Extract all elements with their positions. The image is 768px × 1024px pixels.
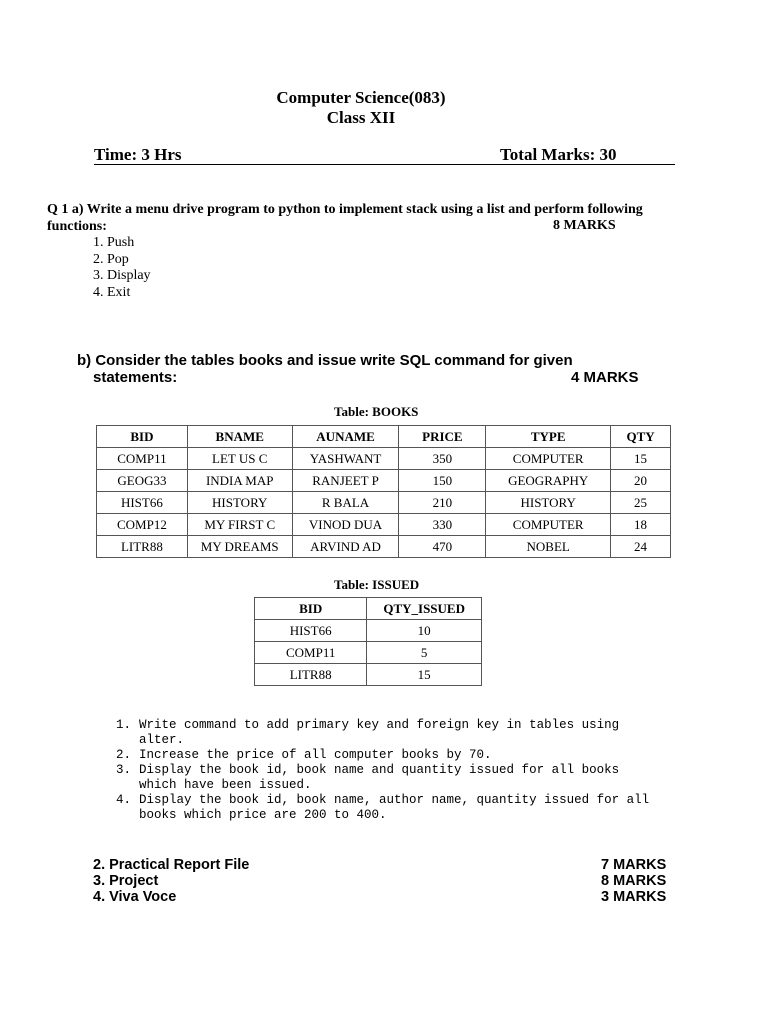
table-cell: 20 [611, 470, 671, 492]
sql-question-list [116, 718, 659, 823]
table-row [97, 536, 671, 558]
table-cell: 15 [367, 664, 482, 686]
column-header: BID [97, 426, 188, 448]
table-cell: COMPUTER [486, 448, 611, 470]
function-item: 3. Display [93, 268, 151, 283]
table-row [97, 470, 671, 492]
column-header: QTY [611, 426, 671, 448]
issued-table [254, 597, 482, 686]
table-cell: 350 [399, 448, 486, 470]
list-item [116, 763, 659, 793]
table-cell: 210 [399, 492, 486, 514]
table-cell: INDIA MAP [187, 470, 292, 492]
books-table [96, 425, 671, 558]
table-row [97, 448, 671, 470]
table-cell: HIST66 [255, 620, 367, 642]
paper-title: Computer Science(083) [276, 88, 446, 107]
column-header: QTY_ISSUED [367, 598, 482, 620]
table-cell: VINOD DUA [292, 514, 399, 536]
list-item-number: 3. [116, 763, 132, 777]
issued-table-caption: Table: ISSUED [334, 577, 420, 592]
column-header: AUNAME [292, 426, 399, 448]
function-list [93, 235, 151, 301]
table-cell: HISTORY [486, 492, 611, 514]
column-header: BNAME [187, 426, 292, 448]
table-cell: COMP12 [97, 514, 188, 536]
table-row [255, 664, 482, 686]
table-row [255, 642, 482, 664]
table-cell: 24 [611, 536, 671, 558]
column-header: BID [255, 598, 367, 620]
table-row [97, 514, 671, 536]
part-label: 3. Project [93, 873, 159, 889]
function-item: 4. Exit [93, 284, 131, 300]
table-header-row [97, 426, 671, 448]
function-item: 1. Push [93, 235, 135, 250]
table-cell: MY FIRST C [187, 514, 292, 536]
books-table-caption: Table: BOOKS [334, 404, 419, 419]
column-header: TYPE [486, 426, 611, 448]
table-cell: 10 [367, 620, 482, 642]
question-1b-line1: b) Consider the tables books and issue write SQL command for given [77, 352, 573, 369]
table-cell: GEOGRAPHY [486, 470, 611, 492]
table-cell: RANJEET P [292, 470, 399, 492]
question-1a-text: Q 1 a) Write a menu drive program to python to implement stack using a list and perform following functions: [47, 202, 643, 234]
table-row [255, 620, 482, 642]
header-divider [94, 164, 675, 165]
table-cell: 15 [611, 448, 671, 470]
time-allowed: Time: 3 Hrs [94, 145, 182, 164]
table-cell: LITR88 [255, 664, 367, 686]
list-item [116, 718, 659, 748]
list-item-number: 2. [116, 748, 132, 762]
class-label: Class XII [326, 108, 396, 127]
list-item-text: Write command to add primary key and foreign key in tables using alter. [139, 718, 620, 747]
part-marks: 8 MARKS [601, 873, 667, 889]
list-item-number: 4. [116, 793, 132, 807]
question-1a-marks: 8 MARKS [553, 218, 616, 233]
list-item [116, 748, 659, 763]
table-cell: GEOG33 [97, 470, 188, 492]
table-cell: 18 [611, 514, 671, 536]
table-row [97, 492, 671, 514]
table-cell: COMPUTER [486, 514, 611, 536]
table-cell: MY DREAMS [187, 536, 292, 558]
list-item [116, 793, 659, 823]
table-header-row [255, 598, 482, 620]
table-cell: YASHWANT [292, 448, 399, 470]
table-cell: 330 [399, 514, 486, 536]
question-1b-line2: statements: [93, 369, 178, 386]
table-cell: COMP11 [97, 448, 188, 470]
table-cell: LITR88 [97, 536, 188, 558]
table-cell: ARVIND AD [292, 536, 399, 558]
table-cell: NOBEL [486, 536, 611, 558]
list-item-number: 1. [116, 718, 132, 732]
list-item-text: Increase the price of all computer books by 70. [139, 748, 492, 762]
table-cell: 150 [399, 470, 486, 492]
part-label: 2. Practical Report File [93, 857, 250, 873]
table-cell: 25 [611, 492, 671, 514]
part-label: 4. Viva Voce [93, 889, 177, 905]
table-cell: 470 [399, 536, 486, 558]
table-cell: COMP11 [255, 642, 367, 664]
table-cell: HISTORY [187, 492, 292, 514]
part-marks: 7 MARKS [601, 857, 667, 873]
table-cell: R BALA [292, 492, 399, 514]
part-marks: 3 MARKS [601, 889, 667, 905]
function-item: 2. Pop [93, 251, 129, 267]
table-cell: HIST66 [97, 492, 188, 514]
total-marks: Total Marks: 30 [500, 145, 617, 164]
list-item-text: Display the book id, book name, author name, quantity issued for all books which price are 200 to 400. [139, 793, 650, 822]
question-1b-marks: 4 MARKS [571, 369, 639, 386]
list-item-text: Display the book id, book name and quantity issued for all books which have been issued. [139, 763, 620, 792]
column-header: PRICE [399, 426, 486, 448]
table-cell: 5 [367, 642, 482, 664]
table-cell: LET US C [187, 448, 292, 470]
